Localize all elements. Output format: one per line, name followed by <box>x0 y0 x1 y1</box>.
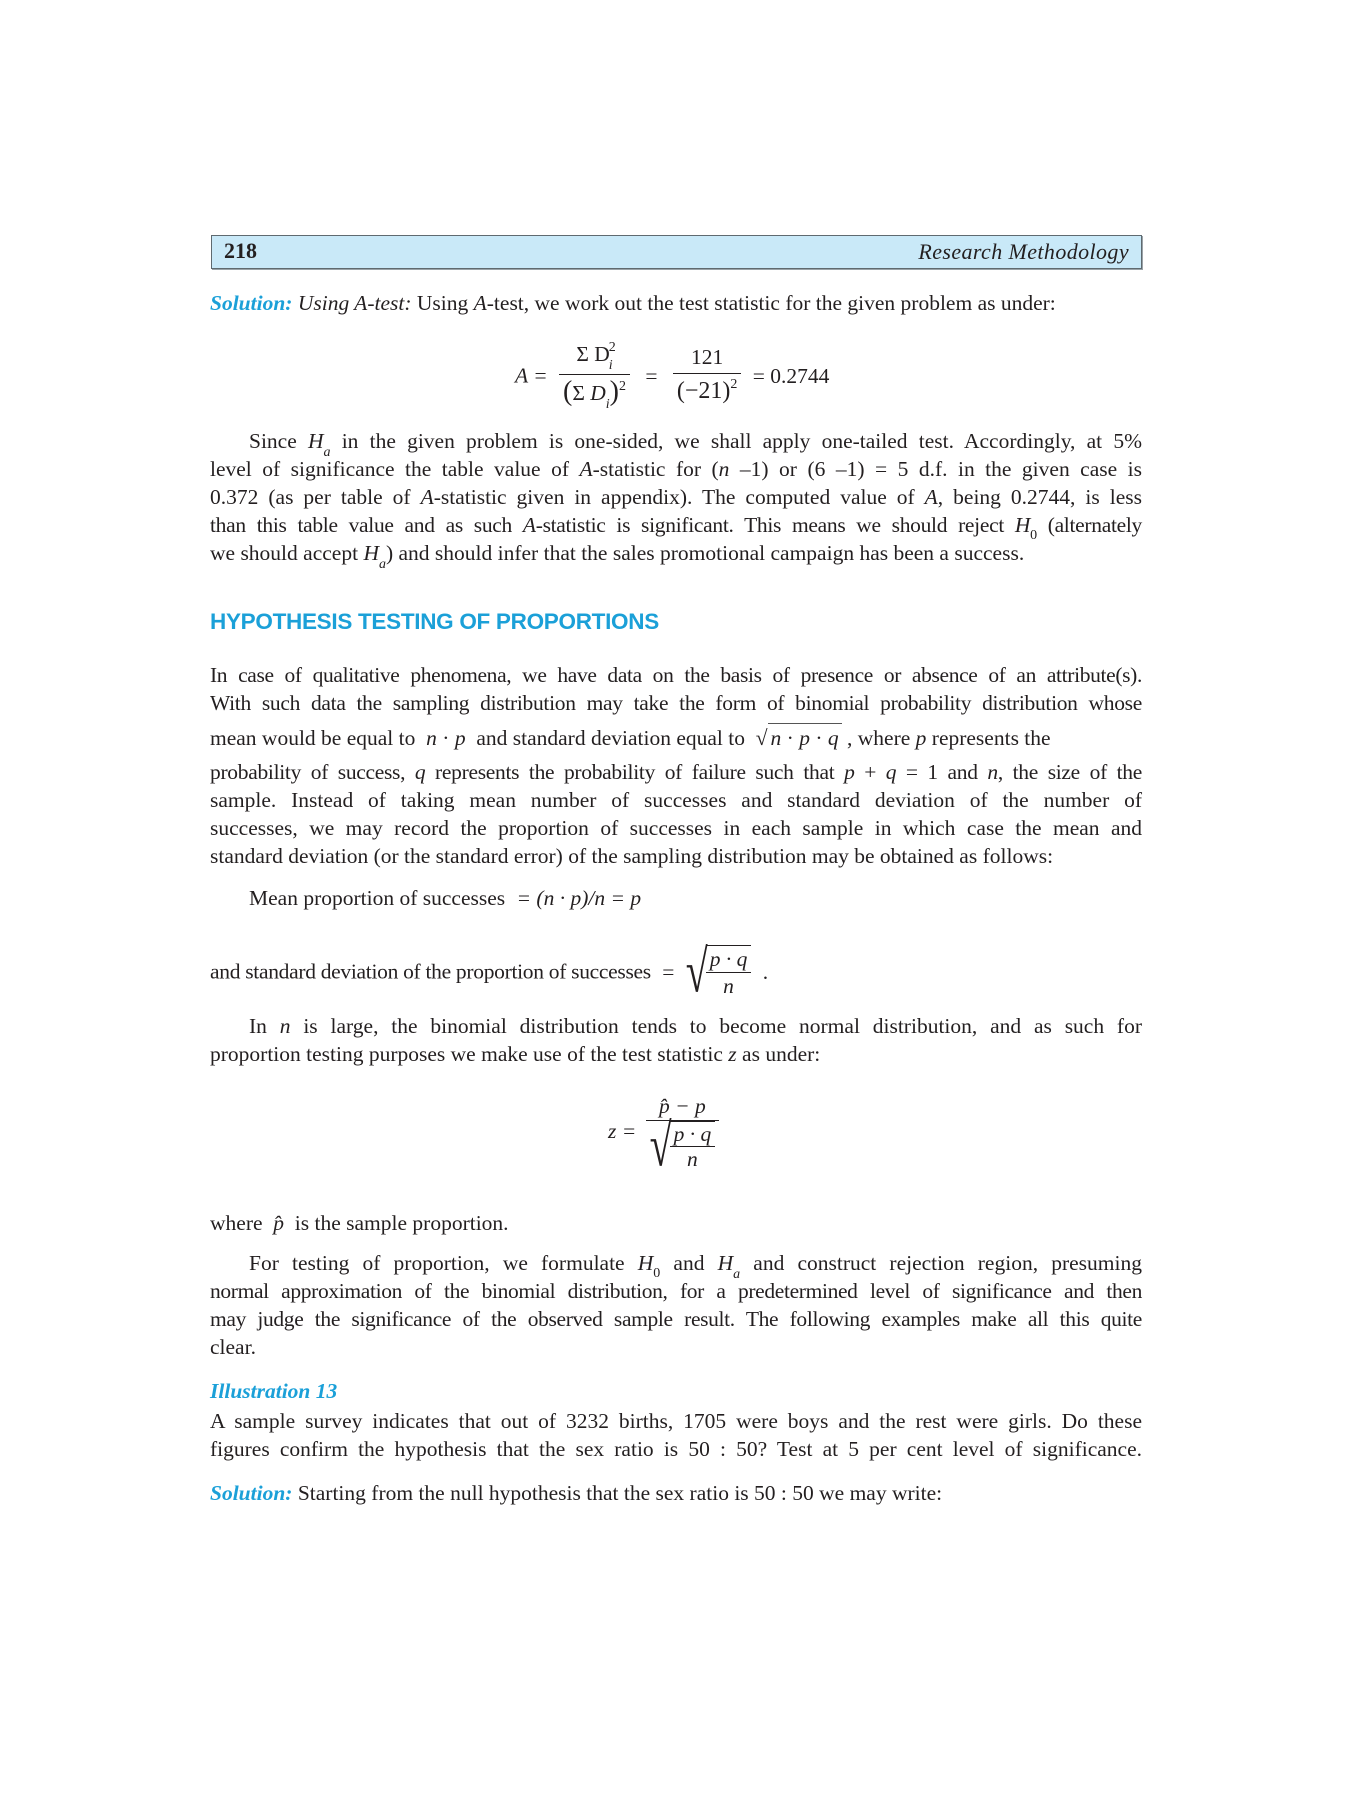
z-inner-num: p · q <box>670 1122 716 1147</box>
numerator-121: 121 <box>673 341 742 374</box>
den-open: ( <box>563 376 573 407</box>
sd-label: and standard deviation of the proportion of successes <box>210 959 651 984</box>
solution-label: Solution: <box>210 291 293 315</box>
mean-expr: = (n · p)/n = p <box>516 886 642 910</box>
den-close: ) <box>609 376 619 407</box>
mean-proportion-formula <box>249 886 641 911</box>
illustration-title: Illustration 13 <box>210 1379 338 1403</box>
para-line: normal approximation of the binomial distribution, for a predetermined level of significance and then <box>210 1279 1142 1303</box>
para-line: clear. <box>210 1335 256 1359</box>
illustration-line: figures confirm the hypothesis that the sex ratio is 50 : 50? Test at 5 per cent level of significance. <box>210 1437 1142 1461</box>
sum-d: Σ D <box>576 342 610 366</box>
where-line: where p̂ is the sample proportion. <box>210 1211 509 1235</box>
sqrt-icon: √ <box>685 937 708 1005</box>
sup-2: 2 <box>608 340 616 355</box>
para-line: level of significance the table value of A-statistic for (n –1) or (6 –1) = 5 d.f. in the given case is <box>210 457 1143 481</box>
solution-line-2 <box>210 1479 1142 1507</box>
para-line: Since $H_a$ in the given problem is one-sided, we shall apply one-tailed test. Accordingly, at 5% <box>249 429 1142 460</box>
formula-a-fraction-2 <box>673 341 742 412</box>
mean-label: Mean proportion of successes <box>249 886 506 910</box>
page-number: 218 <box>224 238 257 263</box>
para-line: For testing of proportion, we formulate $H_0$ and $H_a$ and construct rejection region, presuming <box>249 1251 1142 1282</box>
z-lhs: z = <box>608 1119 637 1143</box>
solution-label: Solution: <box>210 1481 293 1505</box>
para-line: successes, we may record the proportion of successes in each sample in which case the mean and <box>210 816 1142 840</box>
running-header <box>211 235 1142 269</box>
den2-sup: 2 <box>730 376 738 392</box>
formula-a-lhs: A = <box>515 363 548 388</box>
illustration-line: A sample survey indicates that out of 3232 births, 1705 were boys and the rest were girls. Do these <box>210 1409 1142 1433</box>
sd-proportion-formula <box>210 937 769 1005</box>
para-line: may judge the significance of the observed sample result. The following examples make all this quite <box>210 1307 1142 1331</box>
sd-den: n <box>723 974 734 998</box>
sd-num: p · q <box>706 946 752 973</box>
para-line: In case of qualitative phenomena, we have data on the basis of presence or absence of an attribute(s). <box>210 663 1142 687</box>
para-line: we should accept $H_a$) and should infer that the sales promotional campaign has been a success. <box>210 541 1025 572</box>
sqrt-icon: √ <box>649 1111 672 1179</box>
section-heading: HYPOTHESIS TESTING OF PROPORTIONS <box>210 609 659 634</box>
solution-text: Starting from the null hypothesis that the sex ratio is 50 : 50 we may write: <box>297 1481 943 1505</box>
para-line: sample. Instead of taking mean number of successes and standard deviation of the number of <box>210 788 1142 812</box>
den-sup-2: 2 <box>618 379 626 394</box>
z-inner-den: n <box>687 1147 698 1171</box>
z-statistic-formula <box>608 1092 719 1179</box>
sub-i: i <box>608 358 613 373</box>
sd-fraction <box>706 945 752 999</box>
z-den <box>646 1111 720 1179</box>
para-line: With such data the sampling distribution may take the form of binomial probability distribution whose <box>210 691 1142 715</box>
book-title: Research Methodology <box>918 239 1129 264</box>
formula-a-fraction-1: $\frac{\Sigma D^2_i}{(\Sigma D_i)^2}$ <box>559 338 630 414</box>
sd-period: . <box>762 959 769 984</box>
para-line: mean would be equal to n · p and standard deviation equal to √ n · p · q , where p represents the <box>210 723 1142 752</box>
z-fraction <box>646 1092 720 1179</box>
para-line: 0.372 (as per table of A-statistic given in appendix). The computed value of A, being 0.2744, is less <box>210 485 1143 509</box>
para-line: In n is large, the binomial distribution tends to become normal distribution, and as such for <box>249 1014 1142 1038</box>
solution-line-1 <box>210 289 1142 317</box>
z-inner-fraction <box>670 1121 716 1171</box>
denominator-neg21: (−21) <box>676 377 731 404</box>
para-line: than this table value and as such A-statistic is significant. This means we should reject $H_0$ (alternately <box>210 513 1142 543</box>
para-line: standard deviation (or the standard error) of the sampling distribution may be obtained as follows: <box>210 844 1054 868</box>
para-line: proportion testing purposes we make use of the test statistic z as under: <box>210 1042 821 1066</box>
den-sub-i: i <box>605 397 610 412</box>
solution-text: Using A-test, we work out the test statistic for the given problem as under: <box>416 291 1056 315</box>
sd-equals: = <box>662 959 675 984</box>
para-line: probability of success, q represents the probability of failure such that p + q = 1 and n, the size of the <box>210 760 1142 784</box>
formula-a-result: = 0.2744 <box>752 363 830 388</box>
solution-method: Using A-test: <box>297 291 412 315</box>
z-num: p̂ − p <box>646 1092 720 1121</box>
equals: = <box>645 363 658 388</box>
formula-a-statistic <box>515 338 829 414</box>
